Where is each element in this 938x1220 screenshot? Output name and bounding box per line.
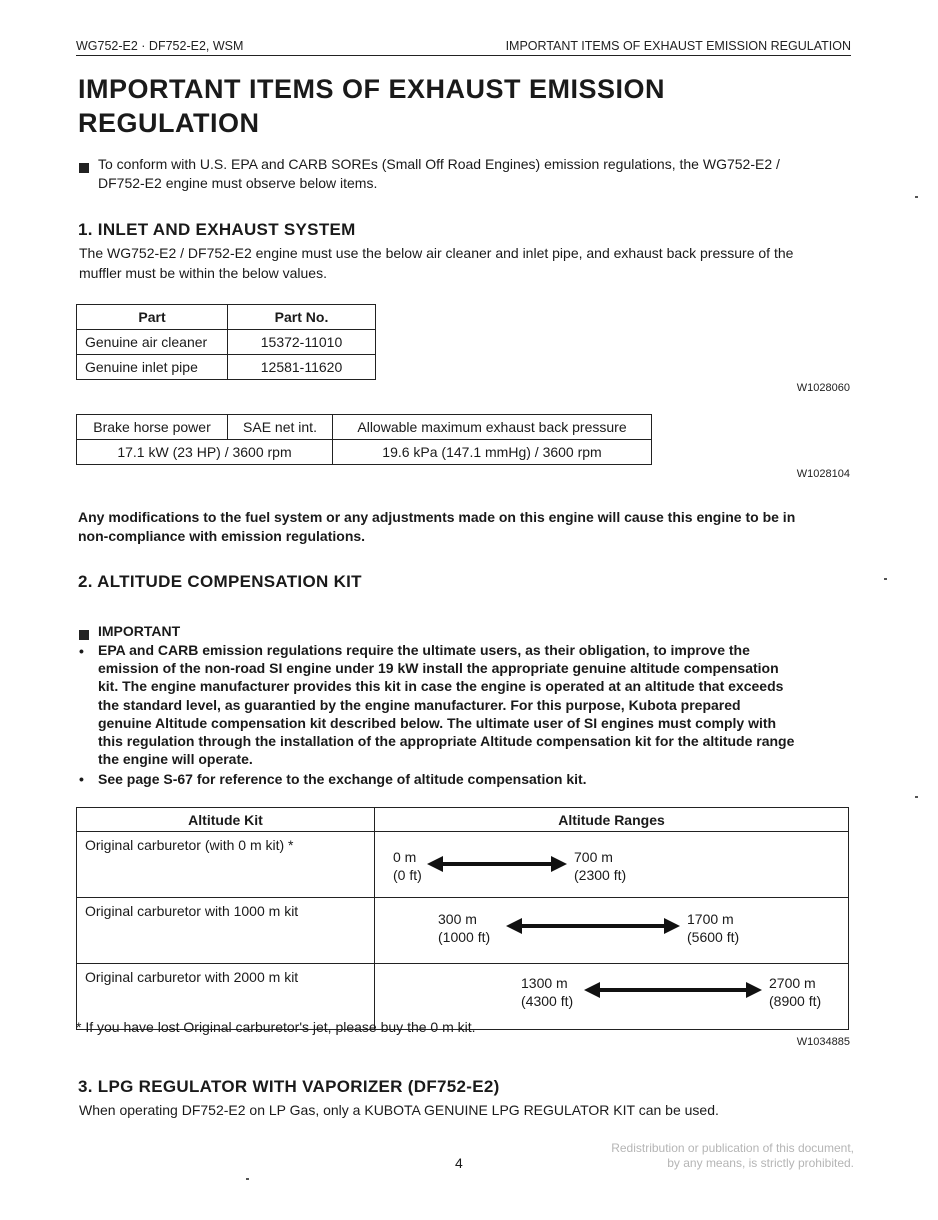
page-title xyxy=(78,72,838,140)
parts-header-part: Part xyxy=(77,305,228,330)
table-row xyxy=(77,440,652,465)
scan-speck xyxy=(884,578,887,580)
watermark xyxy=(611,1141,854,1171)
range-high-ft: (5600 ft) xyxy=(687,929,740,945)
altitude-footnote: * If you have lost Original carburetor's jet, please buy the 0 m kit. xyxy=(76,1019,476,1035)
scan-speck xyxy=(915,796,918,798)
altitude-header-ranges: Altitude Ranges xyxy=(375,808,849,832)
altitude-table xyxy=(76,807,849,1030)
range-low xyxy=(438,910,490,946)
range-low-ft: (0 ft) xyxy=(393,867,422,883)
page-number: 4 xyxy=(455,1155,463,1171)
page-title-line1: IMPORTANT ITEMS OF EXHAUST EMISSION xyxy=(78,74,666,104)
table-row xyxy=(77,832,849,898)
range-high-ft: (2300 ft) xyxy=(574,867,627,883)
bullet-dot-icon: • xyxy=(79,771,84,787)
range-high xyxy=(687,910,739,946)
altitude-kit-cell: Original carburetor with 1000 m kit xyxy=(77,898,375,964)
intro-line2: DF752-E2 engine must observe below items. xyxy=(98,175,378,191)
parts-cell: 15372-11010 xyxy=(228,330,376,355)
range-high-m: 2700 m xyxy=(769,975,816,991)
page-title-line2: REGULATION xyxy=(78,108,260,138)
range-low-m: 1300 m xyxy=(521,975,568,991)
table-row xyxy=(77,415,652,440)
table-row xyxy=(77,808,849,832)
pressure-header-max: Allowable maximum exhaust back pressure xyxy=(333,415,652,440)
range-arrow-icon xyxy=(427,854,567,874)
range-low-m: 300 m xyxy=(438,911,477,927)
para-line: the engine will operate. xyxy=(98,751,253,768)
range-low xyxy=(393,848,422,884)
compliance-warning xyxy=(78,508,795,546)
altitude-header-kit: Altitude Kit xyxy=(77,808,375,832)
altitude-kit-cell: Original carburetor with 2000 m kit xyxy=(77,964,375,1030)
altitude-range-cell xyxy=(375,898,849,964)
table-row xyxy=(77,355,376,380)
table-row xyxy=(77,305,376,330)
intro-text xyxy=(98,155,780,193)
watermark-line2: by any means, is strictly prohibited. xyxy=(667,1156,854,1170)
table-row xyxy=(77,898,849,964)
pressure-cell-value: 19.6 kPa (147.1 mmHg) / 3600 rpm xyxy=(333,440,652,465)
header-right: IMPORTANT ITEMS OF EXHAUST EMISSION REGULATION xyxy=(505,39,851,53)
header-rule xyxy=(76,55,851,56)
altitude-paragraph xyxy=(98,641,794,768)
para-line: kit. The engine manufacturer provides this kit in case the engine is operated at an altitude that exceeds xyxy=(98,678,784,695)
scan-speck xyxy=(246,1178,249,1180)
range-high-m: 700 m xyxy=(574,849,613,865)
scan-speck xyxy=(915,196,918,198)
intro-bullet-icon xyxy=(79,160,89,178)
table-row xyxy=(77,330,376,355)
section3-heading: 3. LPG REGULATOR WITH VAPORIZER (DF752-E2) xyxy=(78,1077,500,1096)
pressure-header-sae: SAE net int. xyxy=(228,415,333,440)
header-left: WG752-E2 · DF752-E2, WSM xyxy=(76,39,244,53)
watermark-line1: Redistribution or publication of this document, xyxy=(611,1141,854,1155)
range-arrow-icon xyxy=(584,980,762,1000)
parts-table xyxy=(76,304,376,380)
range-high xyxy=(769,974,821,1010)
see-page-note: See page S-67 for reference to the exchange of altitude compensation kit. xyxy=(98,771,587,787)
para-line: EPA and CARB emission regulations require the ultimate users, as their obligation, to improve the xyxy=(98,642,750,658)
warning-line1: Any modifications to the fuel system or any adjustments made on this engine will cause this engine to be in xyxy=(78,509,796,525)
parts-header-partno: Part No. xyxy=(228,305,376,330)
range-low-m: 0 m xyxy=(393,849,417,865)
intro-line1: To conform with U.S. EPA and CARB SOREs (Small Off Road Engines) emission regulations, the WG752-E2 / xyxy=(98,156,780,172)
reference-code: W1034885 xyxy=(796,1036,850,1048)
altitude-kit-cell: Original carburetor (with 0 m kit) * xyxy=(77,832,375,898)
range-high xyxy=(574,848,626,884)
section1-text xyxy=(79,243,793,283)
range-arrow-icon xyxy=(506,916,680,936)
section2-heading: 2. ALTITUDE COMPENSATION KIT xyxy=(78,572,362,591)
para-line: this regulation through the installation of the appropriate Altitude compensation kit for the altitude range xyxy=(98,733,795,750)
reference-code: W1028104 xyxy=(796,468,850,480)
para-line: genuine Altitude compensation kit described below. The ultimate user of SI engines must comply with xyxy=(98,714,777,731)
altitude-range-cell xyxy=(375,832,849,898)
range-high-m: 1700 m xyxy=(687,911,734,927)
para-line: emission of the non-road SI engine under 19 kW install the appropriate genuine altitude compensation xyxy=(98,660,779,677)
section1-text-line1: The WG752-E2 / DF752-E2 engine must use the below air cleaner and inlet pipe, and exhaust back pressure of the xyxy=(79,245,794,261)
important-label: IMPORTANT xyxy=(98,623,181,639)
range-high-ft: (8900 ft) xyxy=(769,993,822,1009)
pressure-cell-power: 17.1 kW (23 HP) / 3600 rpm xyxy=(77,440,333,465)
section3-text: When operating DF752-E2 on LP Gas, only a KUBOTA GENUINE LPG REGULATOR KIT can be used. xyxy=(79,1102,719,1118)
section1-text-line2: muffler must be within the below values. xyxy=(79,265,327,281)
range-low xyxy=(521,974,573,1010)
para-line: the standard level, as guarantied by the engine manufacturer. For this purpose, Kubota prepared xyxy=(98,696,741,713)
bullet-dot-icon: • xyxy=(79,643,84,659)
parts-cell: Genuine inlet pipe xyxy=(77,355,228,380)
range-low-ft: (4300 ft) xyxy=(521,993,574,1009)
range-low-ft: (1000 ft) xyxy=(438,929,491,945)
parts-cell: Genuine air cleaner xyxy=(77,330,228,355)
pressure-table xyxy=(76,414,652,465)
reference-code: W1028060 xyxy=(796,382,850,394)
pressure-header-bhp: Brake horse power xyxy=(77,415,228,440)
section1-heading: 1. INLET AND EXHAUST SYSTEM xyxy=(78,220,356,239)
warning-line2: non-compliance with emission regulations. xyxy=(78,528,366,544)
parts-cell: 12581-11620 xyxy=(228,355,376,380)
